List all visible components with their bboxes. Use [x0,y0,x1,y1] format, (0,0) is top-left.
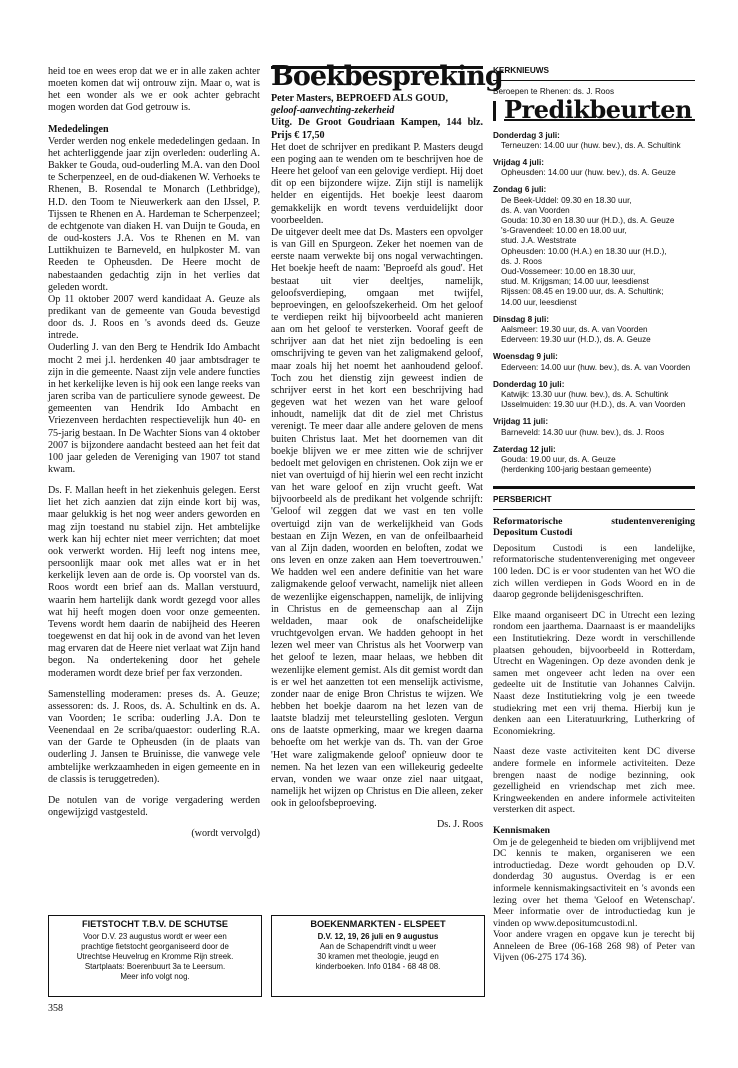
boekenmarkten-dates: D.V. 12, 19, 26 juli en 9 augustus [317,932,439,941]
persbericht-paragraph: Om je de gelegenheid te bieden om vrijblijvend met DC kennis te maken, organiseren we een introductiedag. Deze wordt gehouden op D.V. donderdag 30 augustus. Overdag is er een informele kennismakingsactiviteit en 's avonds een lezing over het thema 'Geloof en Wetenschap'. Meer informatie over de introductiedag kun je vinden op www.depositumcustodi.nl. [493,836,695,929]
service-list: Opheusden: 14.00 uur (huw. bev.), ds. A. Geuze [501,168,676,178]
book-author-title: Peter Masters, BEPROEFD ALS GOUD, [271,93,448,105]
day-label: Donderdag 10 juli: [493,379,565,389]
mededelingen-heading: Mededelingen [48,123,109,135]
persbericht-paragraph: Naast deze vaste activiteiten kent DC diverse andere formele en informele activiteiten. Deze brengen naast de nodige bezinning, ook gezelligheid en vriendschap met zich mee. Kringweekenden en andere informele activiteiten versterken dit aspect. [493,746,695,816]
page-number: 358 [48,1003,63,1014]
day-label: Woensdag 9 juli: [493,352,558,362]
day-block [493,315,695,346]
day-block [493,380,695,411]
persbericht-paragraph: Elke maand organiseert DC in Utrecht een lezing rondom een jaarthema. Daarnaast is er maandelijks een Institutiekring. Deze wordt in verschillende plaatsen gehouden, bijvoorbeeld in Rotterdam, Utrecht en Wageningen. Op deze avonden denk je samen met ongeveer acht leden na over een gedeelte uit de Institutie van Johannes Calvijn. Naast deze Institutiekring volg je een tweede studiekring met een vrij thema. Hierbij kun je denken aan een Literatuurkring, Lutherkring of Economiekring. [493,609,695,737]
day-block [493,445,695,476]
book-subtitle: geloof-aanvechting-zekerheid [271,105,395,117]
predikbeurten-banner: Predikbeurten [504,105,695,120]
intro-paragraph: heid toe en wees erop dat we er in alle zaken achter moeten komen dat wij ontrouw zijn. Maar o, wat is het een wonder als we er ook achter gebracht mogen worden dat God getrouw is. [48,66,260,114]
fietstocht-line: prachtige fietstocht georganiseerd door de [81,942,229,951]
service-list: Ederveen: 14.00 uur (huw. bev.), ds. A. van Voorden [501,362,691,372]
day-label: Dinsdag 8 juli: [493,314,549,324]
persbericht-paragraph: Depositum Custodi is een landelijke, reformatorische studentenvereniging met ongeveer 100 leden. DC is er voor studenten van het WO die zich willen verdiepen in Gods Woord en in de daarop gegronde belijdenisgeschriften. [493,542,695,601]
day-label: Donderdag 3 juli: [493,130,560,140]
kennismaken-heading: Kennismaken [493,824,551,836]
book-publisher: Uitg. De Groot Goudriaan Kampen, 144 blz. Prijs € 17,50 [271,117,483,141]
divider [493,486,695,489]
predikbeurten-banner-box [493,95,695,125]
day-label: Zondag 6 juli: [493,185,547,195]
day-label: Zaterdag 12 juli: [493,444,556,454]
fietstocht-line: Meer info volgt nog. [120,972,190,981]
column-middle [271,61,503,832]
paragraph-jubileum: Ouderling J. van den Berg te Hendrik Ido Ambacht mocht 2 mei j.l. herdenken 40 jaar ambtsdrager te zijn in die gemeente. Naast zijn vele andere functies in het kerkelijke leven is hij ook een lange reeks van jaren scriba van de particuliere synode geweest. De gemeenten van Hendrik Ido Ambacht en Vriezenveen herdachten respectievelijk hun 40- en 75-jarig bestaan. In De Wachter Sions van 4 oktober 2007 is bijzondere aandacht besteed aan het feit dat 100 jaar geleden de Vereniging van 1907 tot stand kwam. [48,342,260,475]
fietstocht-line: Startplaats: Boerenbuurt 3a te Leersum. [84,962,226,971]
day-label: Vrijdag 4 juli: [493,158,544,168]
paragraph-mallan: Ds. F. Mallan heeft in het ziekenhuis gelegen. Eerst liet het zich aanzien dat zijn einde kort bij was, maar gelukkig is het nog weer anders geworden en mag zijn toestand nu stabiel zijn. Het ambtelijke werk kan hij echter niet meer verrichten; dat moet ook verwerkt worden. Hij leeft nog intens mee, persoonlijk maar ook met alles wat er in het kerkelijk leven aan de orde is. Op voorstel van ds. Roos wordt een brief aan ds. Mallan verstuurd, waarin hem hartelijk dank wordt gezegd voor alles wat hij heeft mogen doen voor onze gemeenten. Tevens wordt hem daarin de nabijheid des Heeren toegewenst en dat hij ook in de avond van het leven mag ervaren dat de Heere niet verlaat wat Zijn hand begon. Na ondertekening door het gehele moderamen wordt deze brief per fax verzonden. [48,485,260,679]
review-paragraph: Het doet de schrijver en predikant P. Masters deugd een poging aan te wenden om te beschrijven hoe de Heere het geloof van een gelovige verdiept. Hij doet dit op een bijzondere wijze. Zijn stijl is namelijk helder en eigentijds. Het boekje leest daarom gemakkelijk en wordt tevens verduidelijkt door voorbeelden. [271,141,483,226]
fietstocht-box [48,915,262,997]
boekenmarkten-line: Aan de Schapendrift vindt u weer [319,942,437,951]
boekenmarkten-box [271,915,485,997]
day-block [493,158,695,178]
boekenmarkten-title: BOEKENMARKTEN - ELSPEET [310,919,446,929]
paragraph-bevestiging: Op 11 oktober 2007 werd kandidaat A. Geuze als predikant van de gemeente van Gouda bevestigd door ds. J. Roos en 's avonds deed ds. Geuze intrede. [48,293,260,342]
day-block [493,417,695,437]
persbericht-title: Reformatorische studentenvereniging Depositum Custodi [493,515,695,539]
service-list: Terneuzen: 14.00 uur (huw. bev.), ds. A. Schultink [501,140,681,150]
service-list: Aalsmeer: 19.30 uur, ds. A. van Voorden Ederveen: 19.30 uur (H.D.), ds. A. Geuze [501,325,651,345]
continued-note: (wordt vervolgd) [191,828,260,840]
paragraph-overledenen: Verder werden nog enkele mededelingen gedaan. In het achterliggende jaar zijn overleden: ouderling A. Bakker te Gouda, oud-ouderling M.A. van den Dool te Scherpenzeel, en de oud-diakenen W. Verhoeks te Rhenen, B. Rosendal te Monarch (Lethbridge), H.D. den Toom te Nieuwerkerk aan den IJssel, P. Tijssen te Rhenen en A. Hardeman te Scherpenzeel; de echtgenote van diaken H. van Duijn te Gouda, en de oud-kosters J.A. Vos te Rhenen en M. van Luttikhuizen te Barneveld, en hulpkoster M. van Reeden te Opheusden. De Heere mocht de nabestaanden gedachtig zijn in het verlies dat geleden wordt. [48,135,260,293]
service-list: Katwijk: 13.30 uur (huw. bev.), ds. A. Schultink IJsselmuiden: 19.30 uur (H.D.), ds. A. van Voorden [501,390,686,410]
boekenmarkten-line: 30 kramen met theologie, jeugd en [317,952,439,961]
fietstocht-line: Utrechtse Heuvelrug en Kromme Rijn streek. [76,952,234,961]
fietstocht-title: FIETSTOCHT T.B.V. DE SCHUTSE [82,919,228,929]
review-paragraph: De uitgever deelt mee dat Ds. Masters een opvolger is van Gill en Spurgeon. Zeker het noemen van de eerste naam verwekte bij ons nogal verwachtingen. Het boekje heeft de naam: 'Beproefd als goud'. Het bestaat uit vier deeltjes, namelijk, geloofsverdieping, omgaan met twijfel, beproevingen, en geloofszekerheid. Om het geloof te verdiepen reikt hij bijvoorbeeld acht manieren aan om het geloof te versterken. Vooraf geeft de schrijver aan dat het niet zijn bedoeling is een omschrijving te geven van het zaligmakend geloof, maar zoals hij het noemt het aanhoudend geloof. Toch zou het dienstig zijn geweest indien de schrijver eerst in het kort een beschrijving had gegeven wat het wezen van het ware geloof inhoudt, namelijk dat dit de ziel met Christus verenigt. Te meer daar alle andere geloven de mens buiten Christus laat. Met het doornemen van dit boekje blijven we er mee zitten wie de schrijver bedoelt met gelovigen en christenen. Ook zijn we er niet van overtuigd of hij hierin wel een recht inzicht van het ware geloof en zijn vrucht geeft. Wat bijvoorbeeld als de predikant het volgende schrijft: 'Geloof wil zeggen dat we vast en ten volle overtuigd zijn van de werkelijkheid van Gods bestaan en Zijn Wezen, en van de onfeilbaarheid van al Zijn daden, woorden en beloften, zodat we ons leven en onze zaken aan Hem toevertrouwen.' We hadden wel een andere definitie van het ware zaligmakende geloof verwacht, namelijk niet alleen de wezenlijke eigenschappen, namelijk, de inlijving in Christus en de gemeenschap aan al Zijn weldaden, maar ook de onafscheidelijke vruchtgevolgen ervan. We hadden gehoopt in het lezen wel meer van Christus als het Voorwerp van het geloof te lezen, maar helaas, we hebben dit wezenlijke element gemist. Als dit gemist wordt dan is er wel het aanzetten tot een menselijk activisme, zonder naar de enige Bron Christus te wijzen. We hebben het boekje daarom na het lezen van de laatste bladzij met teleurstelling gesloten. Vergun ons de laatste opmerking, maar we kregen daarna behoefte om het werkje van ds. Th. van der Groe 'Het ware zaligmakende geloof' opnieuw door te nemen. Na het lezen van een willekeurig gedeelte ervan, vonden we waar onze ziel naar uitgaat, namelijk het wijzen op Christus en Die alleen, zeker ook in geloofsbeproeving. [271,226,483,810]
paragraph-notulen: De notulen van de vorige vergadering werden ongewijzigd vastgesteld. [48,794,260,819]
fietstocht-line: Voor D.V. 23 augustus wordt er weer een [83,932,227,941]
persbericht-paragraph: Voor andere vragen en opgave kun je terecht bij Anneleen de Bree (06-168 268 98) of Peter van Vijven (06-275 174 36). [493,929,695,964]
service-list: De Beek-Uddel: 09.30 en 18.30 uur, ds. A. van Voorden Gouda: 10.30 en 18.30 uur (H.D.), ds. A. Geuze 's-Gravendeel: 10.00 en 18.00 uur, stud. J.A. Weststrate Opheusden: 10.00 (H.A.) en 18.30 uur (H.D.), ds. J. Roos Oud-Vossemeer: 10.00 en 18.30 uur, stud. M. Krijgsman; 14.00 uur, leesdienst Rijssen: 08.45 en 19.00 uur, ds. A. Schultink; 14.00 uur, leesdienst [501,195,675,307]
persbericht-heading: PERSBERICHT [493,494,552,504]
column-right [493,66,695,973]
review-signature: Ds. J. Roos [437,819,483,831]
day-block [493,131,695,151]
day-block [493,185,695,307]
day-label: Vrijdag 11 juli: [493,417,549,427]
boekbespreking-banner: Boekbespreking [271,61,503,92]
day-block [493,352,695,372]
kerknieuws-heading: KERKNIEUWS [493,66,549,75]
column-left [48,66,260,840]
divider [493,80,695,81]
service-list: Barneveld: 14.30 uur (huw. bev.), ds. J. Roos [501,427,665,437]
divider [493,509,695,510]
beroepen-line: Beroepen te Rhenen: ds. J. Roos [493,87,615,97]
service-list: Gouda: 19.00 uur, ds. A. Geuze (herdenking 100-jarig bestaan gemeente) [501,455,652,475]
paragraph-moderamen: Samenstelling moderamen: preses ds. A. Geuze; assessoren: ds. J. Roos, ds. A. Schultink en ds. A. van Voorden; 1e scriba: ouderling J.A. Don te Veenendaal en 2e scriba/quaestor: ouderling R.A. van der Garde te Opheusden (in de plaats van ouderling J. Jansen te Bruinisse, die vanwege vele ambtelijke werkzaamheden in eigen gemeente en in de classis is teruggetreden). [48,688,260,785]
boekenmarkten-line: kinderboeken. Info 0184 - 68 48 08. [315,962,441,971]
